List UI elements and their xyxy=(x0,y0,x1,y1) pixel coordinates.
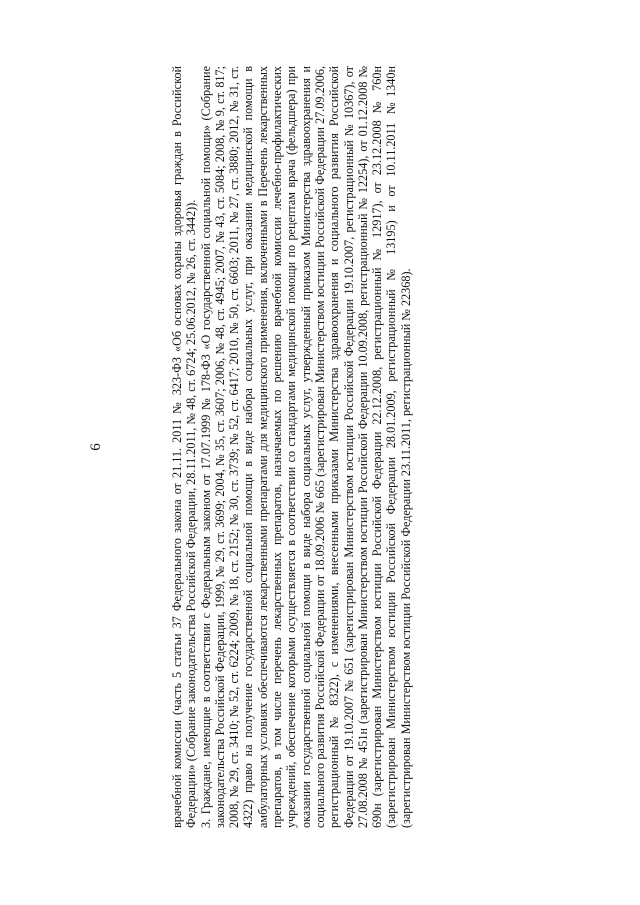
paragraph-continuation: врачебной комиссии (часть 5 статьи 37 Федерального закона от 21.11. 2011 № 323-ФЗ «Об основах охраны здоровья граждан в Российской Федерации» (Собрание законодательства Российской Федерации, 28.11.2011, № 48, ст. 6724; 25.06.2012, № 26, ст. 3442)). xyxy=(170,66,199,828)
paragraph-item-3: 3. Граждане, имеющие в соответствии с Федеральным законом от 17.07.1999 № 178-ФЗ «О государственной социальной помощи» (Собрание законодательства Российской Федерации, 1999, № 29, ст. 3699; 2004, № 35, ст. 3607; 2006, № 48, ст. 4945; 2007, № 43, ст. 5084; 2008, № 9, ст. 817; 2008, № 29, ст. 3410; № 52, ст. 6224; 2009, № 18, ст. 2152; № 30, ст. 3739; № 52, ст. 6417; 2010, № 50, ст. 6603; 2011, № 27, ст. 3880; 2012, № 31, ст. 4322) право на получение государственной социальной помощи в виде набора социальных услуг, при оказании медицинской помощи в амбулаторных условиях обеспечиваются лекарственными препаратами для медицинского применения, включенными в Перечень лекарственных препаратов, в том числе перечень лекарственных препаратов, назначаемых по решению врачебной комиссии лечебно-профилактических учреждений, обеспечение которыми осуществляется в соответствии со стандартами медицинской помощи по рецептам врача (фельдшера) при оказании государственной социальной помощи в виде набора социальных услуг, утвержденный приказом Министерства здравоохранения и социального развития Российской Федерации от 18.09.2006 № 665 (зарегистрирован Министерством юстиции Российской Федерации 27.09.2006, регистрационный № 8322), с изменениями, внесенными приказами Министерства здравоохранения и социального развития Российской Федерации от 19.10.2007 № 651 (зарегистрирован Министерством юстиции Российской Федерации 19.10.2007, регистрационный № 10367), от 27.08.2008 № 451н (зарегистрирован Министерством юстиции Российской Федерации 10.09.2008, регистрационный № 12254), от 01.12.2008 № 690н (зарегистрирован Министерством юстиции Российской Федерации 22.12.2008, регистрационный № 12917), от 23.12.2008 № 760н (зарегистрирован Министерством юстиции Российской Федерации 28.01.2009, регистрационный № 13195) и от 10.11.2011 №1340н (зарегистрирован Министерством юстиции Российской Федерации 23.11.2011, регистрационный № 22368). xyxy=(198,66,413,828)
rotated-content xyxy=(82,66,552,828)
body-text xyxy=(170,66,413,828)
page-number: 6 xyxy=(88,443,104,451)
